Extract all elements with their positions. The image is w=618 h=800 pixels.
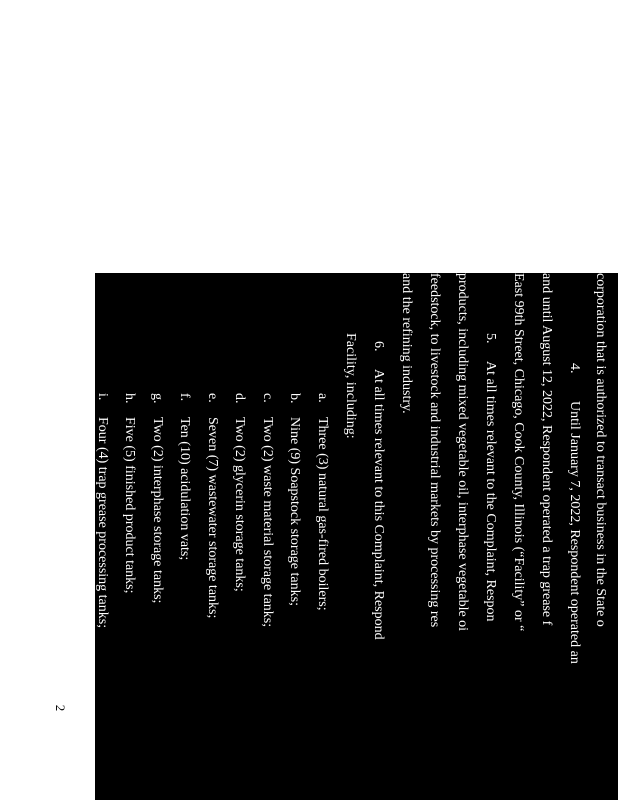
- text-line-1: corporation that is authorized to transact business in the State o: [593, 273, 608, 627]
- list-item: Three (3) natural gas-fired boilers;: [315, 417, 330, 611]
- para-5-text: At all times relevant to the Complaint, Respon: [483, 361, 498, 622]
- text-line-6: and the refining industry.: [399, 273, 414, 414]
- list-item: Two (2) waste material storage tanks;: [260, 417, 275, 628]
- para-4-number: 4.: [567, 363, 582, 374]
- list-item-letter: h.: [122, 393, 138, 404]
- list-item-letter: d.: [232, 393, 248, 404]
- list-item: Five (5) finished product tanks;: [122, 417, 138, 594]
- page-number: 2: [53, 704, 68, 712]
- rotated-text-block: [95, 273, 618, 800]
- text-line-5: feedstock, to livestock and industrial markets by processing res: [427, 273, 442, 628]
- list-item-letter: g.: [150, 393, 165, 404]
- facility-intro: Facility, including:: [343, 333, 358, 439]
- list-item-letter: f.: [177, 393, 193, 402]
- text-line-4: products, including mixed vegetable oil, interphase vegetable oi: [455, 273, 470, 632]
- list-item-letter: e.: [205, 393, 220, 403]
- para-6-number: 6.: [371, 341, 386, 352]
- list-item-letter: i.: [95, 393, 110, 401]
- text-line-2: and until August 12, 2022, Respondent operated a trap grease f: [539, 273, 554, 626]
- text-line-3: East 99th Street, Chicago, Cook County, Illinois (“Facility” or “: [511, 273, 526, 632]
- list-item: Four (4) trap grease processing tanks;: [95, 417, 110, 629]
- para-6-text: At all times relevant to this Complaint, Respond: [371, 369, 386, 640]
- list-item: Seven (7) wastewater storage tanks;: [205, 417, 220, 619]
- list-item: Nine (9) Soapstock storage tanks;: [287, 417, 303, 606]
- list-item-letter: c.: [260, 393, 275, 403]
- list-item-letter: b.: [287, 393, 303, 404]
- document-page: [95, 273, 618, 800]
- list-item-letter: a.: [315, 393, 330, 403]
- list-item: Two (2) glycerin storage tanks;: [232, 417, 248, 592]
- list-item: Two (2) interphase storage tanks;: [150, 417, 165, 604]
- list-item: Ten (10) acidulation vats;: [177, 417, 193, 561]
- para-4-text: Until January 7, 2022, Respondent operated an: [567, 401, 582, 664]
- para-5-number: 5.: [483, 333, 498, 344]
